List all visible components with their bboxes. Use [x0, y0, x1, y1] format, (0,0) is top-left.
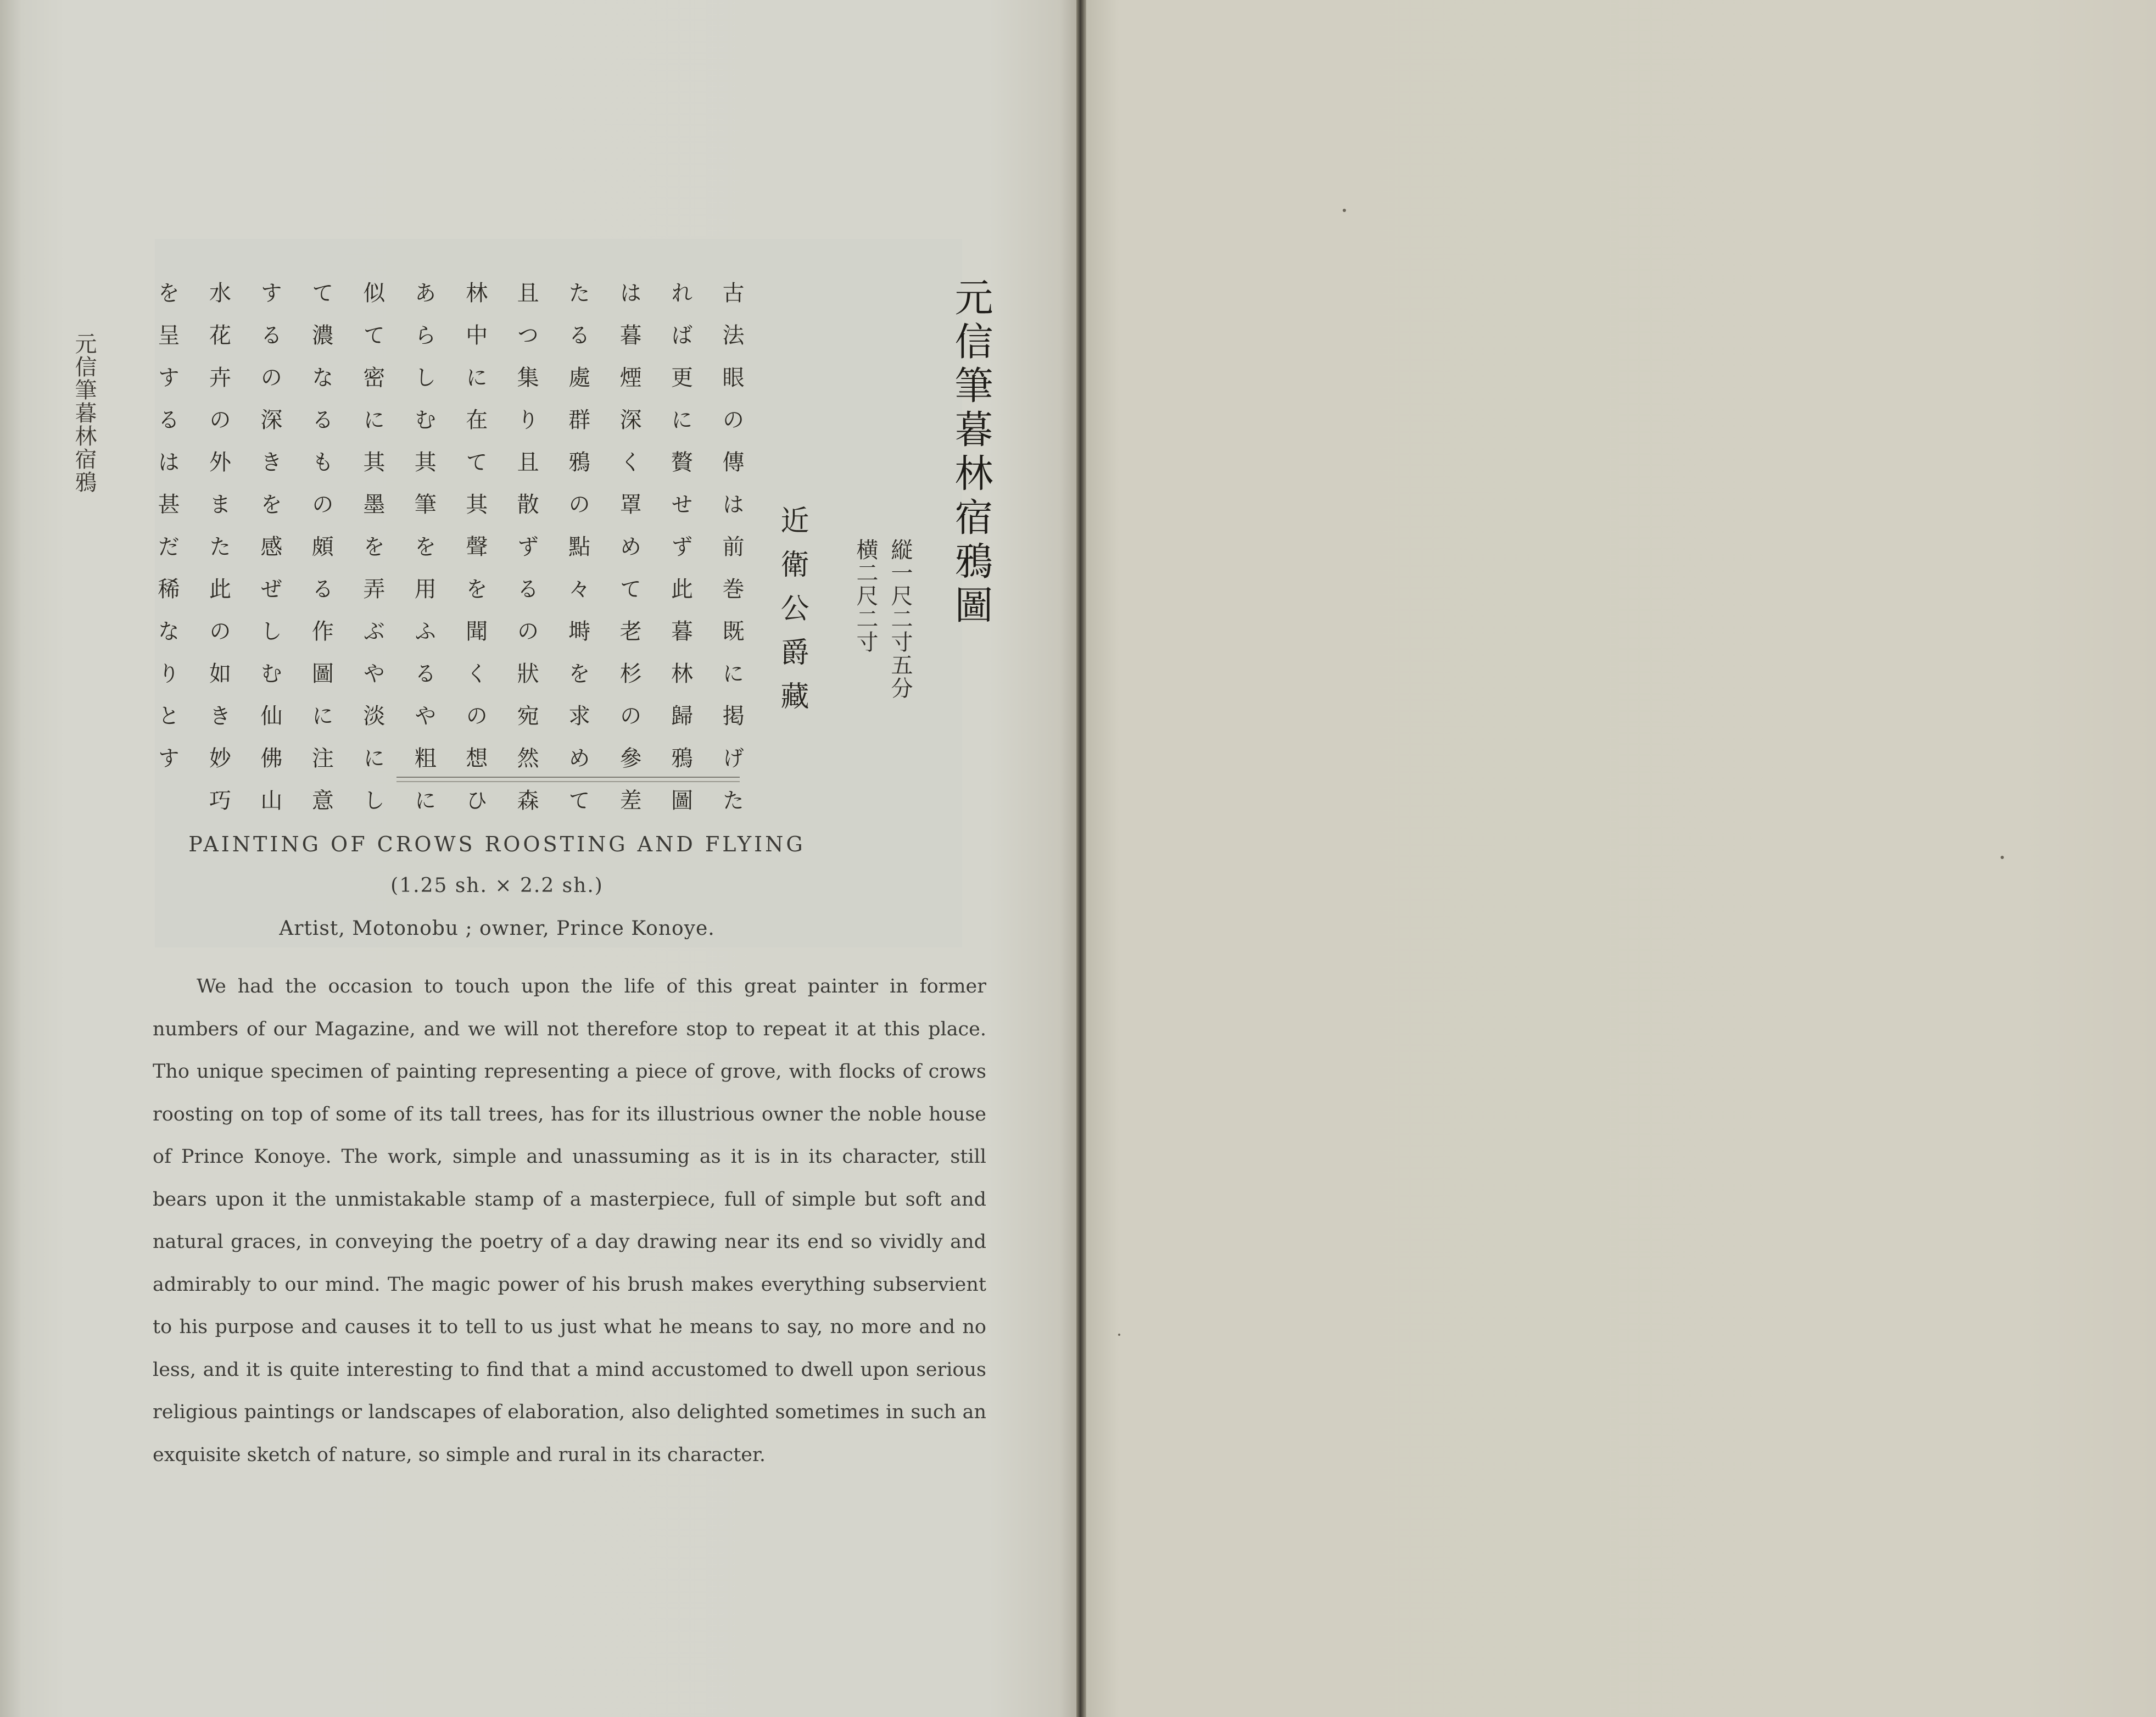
jp-column: 且つ集り且散ずるの狀宛然森: [513, 281, 539, 831]
body-line: bears upon it the unmistakable stamp of a masterpiece, full of simple but soft and: [153, 1188, 986, 1211]
running-head: 元信筆暮林宿鴉: [71, 332, 97, 494]
body-line: to his purpose and causes it to tell to us just what he means to say, no more and no: [153, 1316, 986, 1338]
japanese-owner: 近衛公爵藏: [775, 505, 808, 725]
english-dimensions: (1.25 sh. × 2.2 sh.): [390, 874, 604, 897]
japanese-body-text: [153, 281, 746, 831]
japanese-dimensions: [850, 538, 916, 700]
body-line: We had the occasion to touch upon the life of this great painter in former: [197, 975, 986, 997]
body-line: of Prince Konoye. The work, simple and unassuming as it is in its character, still: [153, 1146, 986, 1168]
jp-column: は暮煙深く罩めて老杉の參差: [616, 281, 642, 831]
jp-column: を呈するは甚だ稀なりとす: [154, 281, 180, 789]
jp-column: て濃なるもの頗る作圖に注意: [308, 281, 334, 831]
jp-column: 古法眼の傳は前巻既に掲げた: [718, 281, 744, 831]
dimension-width: 横二尺二寸: [853, 538, 878, 654]
body-line: numbers of our Magazine, and we will not therefore stop to repeat it at this place.: [153, 1018, 986, 1040]
body-line: religious paintings or landscapes of elaboration, also delighted sometimes in such an: [153, 1401, 986, 1423]
body-line: less, and it is quite interesting to find that a mind accustomed to dwell upon serious: [153, 1358, 986, 1381]
english-title: PAINTING OF CROWS ROOSTING AND FLYING: [188, 832, 806, 856]
jp-column: 似て密に其墨を弄ぶや淡にし: [359, 281, 385, 831]
right-page-blank: [1086, 0, 2156, 1717]
book-gutter: [1076, 0, 1086, 1717]
dimension-height: 縦一尺二寸五分: [887, 538, 913, 700]
japanese-title: 元信筆暮林宿鴉圖: [948, 277, 993, 629]
jp-column: たる處群鴉の點々塒を求めて: [565, 281, 590, 831]
section-divider: [396, 777, 740, 782]
jp-column: 林中に在て其聲を聞くの想ひ: [462, 281, 488, 831]
english-artist-owner: Artist, Motonobu ; owner, Prince Konoye.: [279, 917, 715, 940]
body-line: roosting on top of some of its tall trees, has for its illustrious owner the noble house: [153, 1103, 986, 1125]
body-line: exquisite sketch of nature, so simple and rural in its character.: [153, 1443, 766, 1466]
jp-column: あらしむ其筆を用ふるや粗に: [411, 281, 437, 831]
jp-column: するの深きを感ぜしむ仙佛山: [256, 281, 282, 831]
jp-column: 水花卉の外また此の如き妙巧: [205, 281, 231, 831]
paper-speck: [1343, 209, 1346, 212]
body-line: natural graces, in conveying the poetry of a day drawing near its end so vividly and: [153, 1231, 986, 1253]
body-line: admirably to our mind. The magic power of his brush makes everything subservient: [153, 1273, 986, 1296]
paper-speck: [2001, 856, 2004, 859]
paper-speck: [1118, 1334, 1120, 1336]
jp-column: れば更に贅せず此暮林歸鴉圖: [667, 281, 693, 831]
english-body-text: [153, 966, 987, 1476]
body-line: Tho unique specimen of painting representing a piece of grove, with flocks of crows: [153, 1061, 986, 1083]
